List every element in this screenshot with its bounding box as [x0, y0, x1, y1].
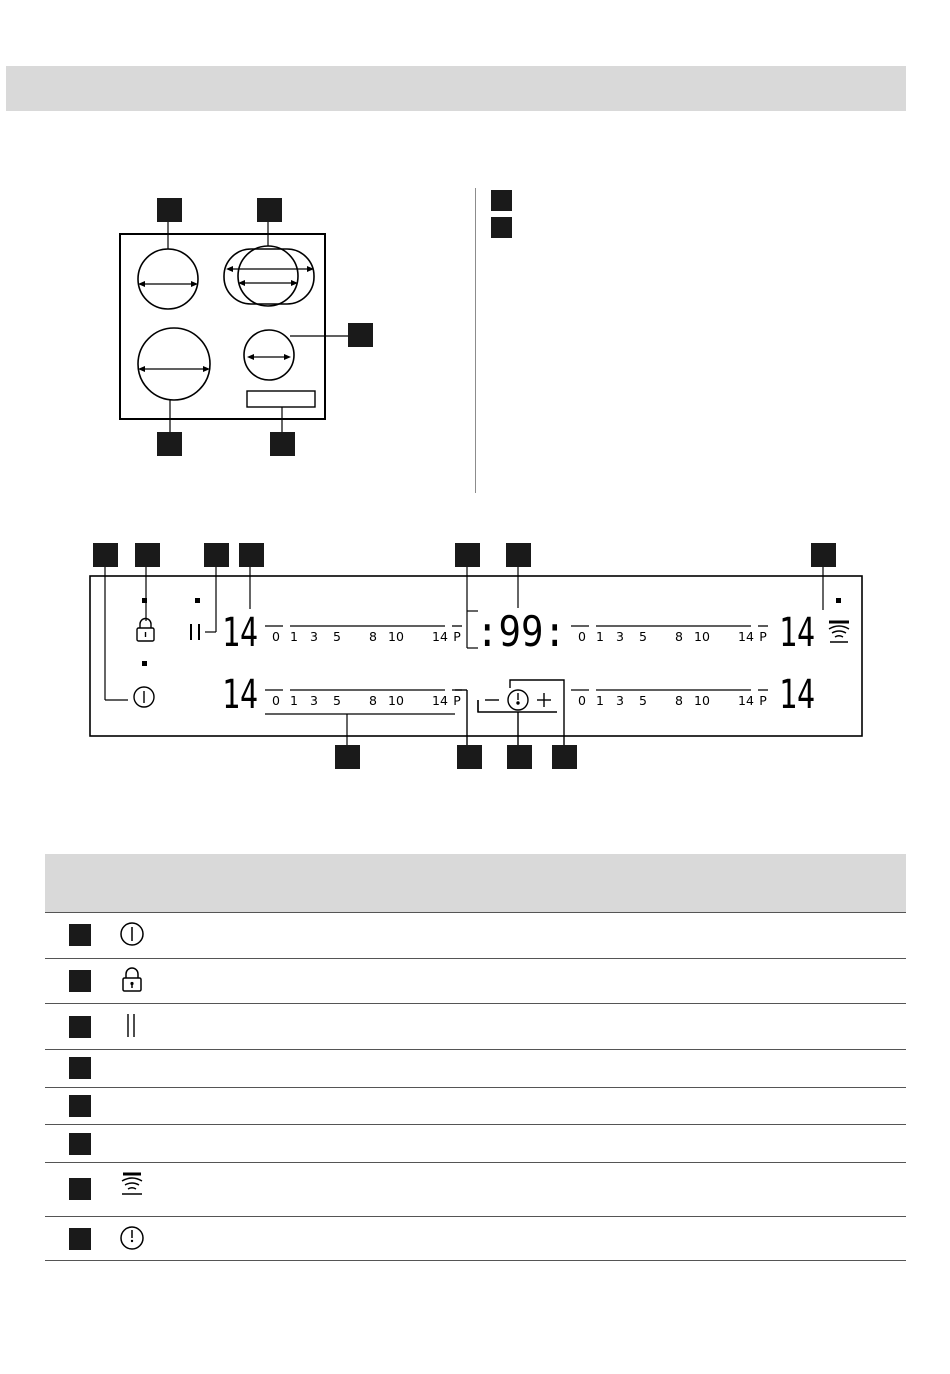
hob2hood-icon [829, 622, 849, 642]
power-level-label: P [453, 629, 461, 644]
power-level-label: 8 [369, 693, 377, 708]
zone-display-top-right: 14 [779, 610, 815, 656]
table-header [45, 854, 906, 912]
power-icon [134, 687, 154, 707]
panel-marker-hob2hood [811, 543, 836, 567]
power-level-label: 14 [738, 629, 754, 644]
panel-marker-pause [204, 543, 229, 567]
power-level-label: 1 [290, 629, 298, 644]
power-level-label: 1 [596, 693, 604, 708]
table-row-divider [45, 1049, 906, 1050]
table-row-divider [45, 1260, 906, 1261]
timer-controls [455, 680, 564, 748]
power-level-label: 0 [272, 629, 280, 644]
table-row-marker-4 [69, 1057, 91, 1079]
table-row-marker-5 [69, 1095, 91, 1117]
panel-marker-timer-select [507, 745, 532, 769]
power-level-label: 8 [675, 629, 683, 644]
power-level-label: P [759, 693, 767, 708]
table-row-divider [45, 1087, 906, 1088]
slider-bottom-left[interactable] [265, 690, 462, 708]
table-row-divider [45, 912, 906, 913]
power-level-label: 3 [616, 629, 624, 644]
zone-display-top-left: 14 [222, 610, 258, 656]
slider-front-left-top[interactable] [265, 626, 462, 644]
panel-marker-booster [457, 745, 482, 769]
table-row-marker-3 [69, 1016, 91, 1038]
power-level-label: 5 [639, 693, 647, 708]
slider-top-right[interactable] [571, 626, 768, 644]
timer-display: :99: [476, 607, 566, 656]
panel-marker-power [93, 543, 118, 567]
power-level-label: 10 [388, 629, 404, 644]
power-level-label: 0 [578, 629, 586, 644]
power-level-label: 14 [432, 693, 448, 708]
panel-marker-timer-display [506, 543, 531, 567]
table-row-divider [45, 1124, 906, 1125]
table-row-divider [45, 1162, 906, 1163]
power-level-label: 14 [432, 629, 448, 644]
panel-marker-lock [135, 543, 160, 567]
power-level-label: P [453, 693, 461, 708]
table-row-divider [45, 1216, 906, 1217]
control-panel-outline [90, 576, 862, 736]
timer-icon [118, 1224, 146, 1252]
power-level-label: 0 [578, 693, 586, 708]
panel-marker-slider [335, 745, 360, 769]
lock-icon [137, 619, 154, 641]
power-level-label: 1 [596, 629, 604, 644]
pause-icon [118, 1011, 146, 1039]
power-level-label: 3 [310, 629, 318, 644]
power-level-label: P [759, 629, 767, 644]
zone-display-bottom-left: 14 [222, 672, 258, 718]
panel-marker-timer-indicator [455, 543, 480, 567]
power-level-label: 0 [272, 693, 280, 708]
power-level-label: 8 [675, 693, 683, 708]
pause-icon [191, 624, 199, 640]
lock-icon [118, 966, 146, 994]
power-level-label: 3 [616, 693, 624, 708]
power-level-label: 10 [694, 693, 710, 708]
power-level-label: 10 [388, 693, 404, 708]
power-level-label: 10 [694, 629, 710, 644]
power-level-label: 14 [738, 693, 754, 708]
table-row-marker-7 [69, 1178, 91, 1200]
panel-marker-display [239, 543, 264, 567]
power-level-label: 1 [290, 693, 298, 708]
power-level-label: 5 [333, 693, 341, 708]
power-icon [118, 920, 146, 948]
power-level-label: 8 [369, 629, 377, 644]
table-row-marker-8 [69, 1228, 91, 1250]
power-level-label: 5 [333, 629, 341, 644]
panel-marker-timer-plus [552, 745, 577, 769]
table-row-divider [45, 958, 906, 959]
hob2hood-icon [118, 1170, 146, 1198]
zone-display-bottom-right: 14 [779, 672, 815, 718]
power-level-label: 5 [639, 629, 647, 644]
power-level-label: 3 [310, 693, 318, 708]
table-row-marker-1 [69, 924, 91, 946]
table-row-marker-2 [69, 970, 91, 992]
table-row-divider [45, 1003, 906, 1004]
slider-bottom-right[interactable] [571, 690, 768, 708]
table-row-marker-6 [69, 1133, 91, 1155]
